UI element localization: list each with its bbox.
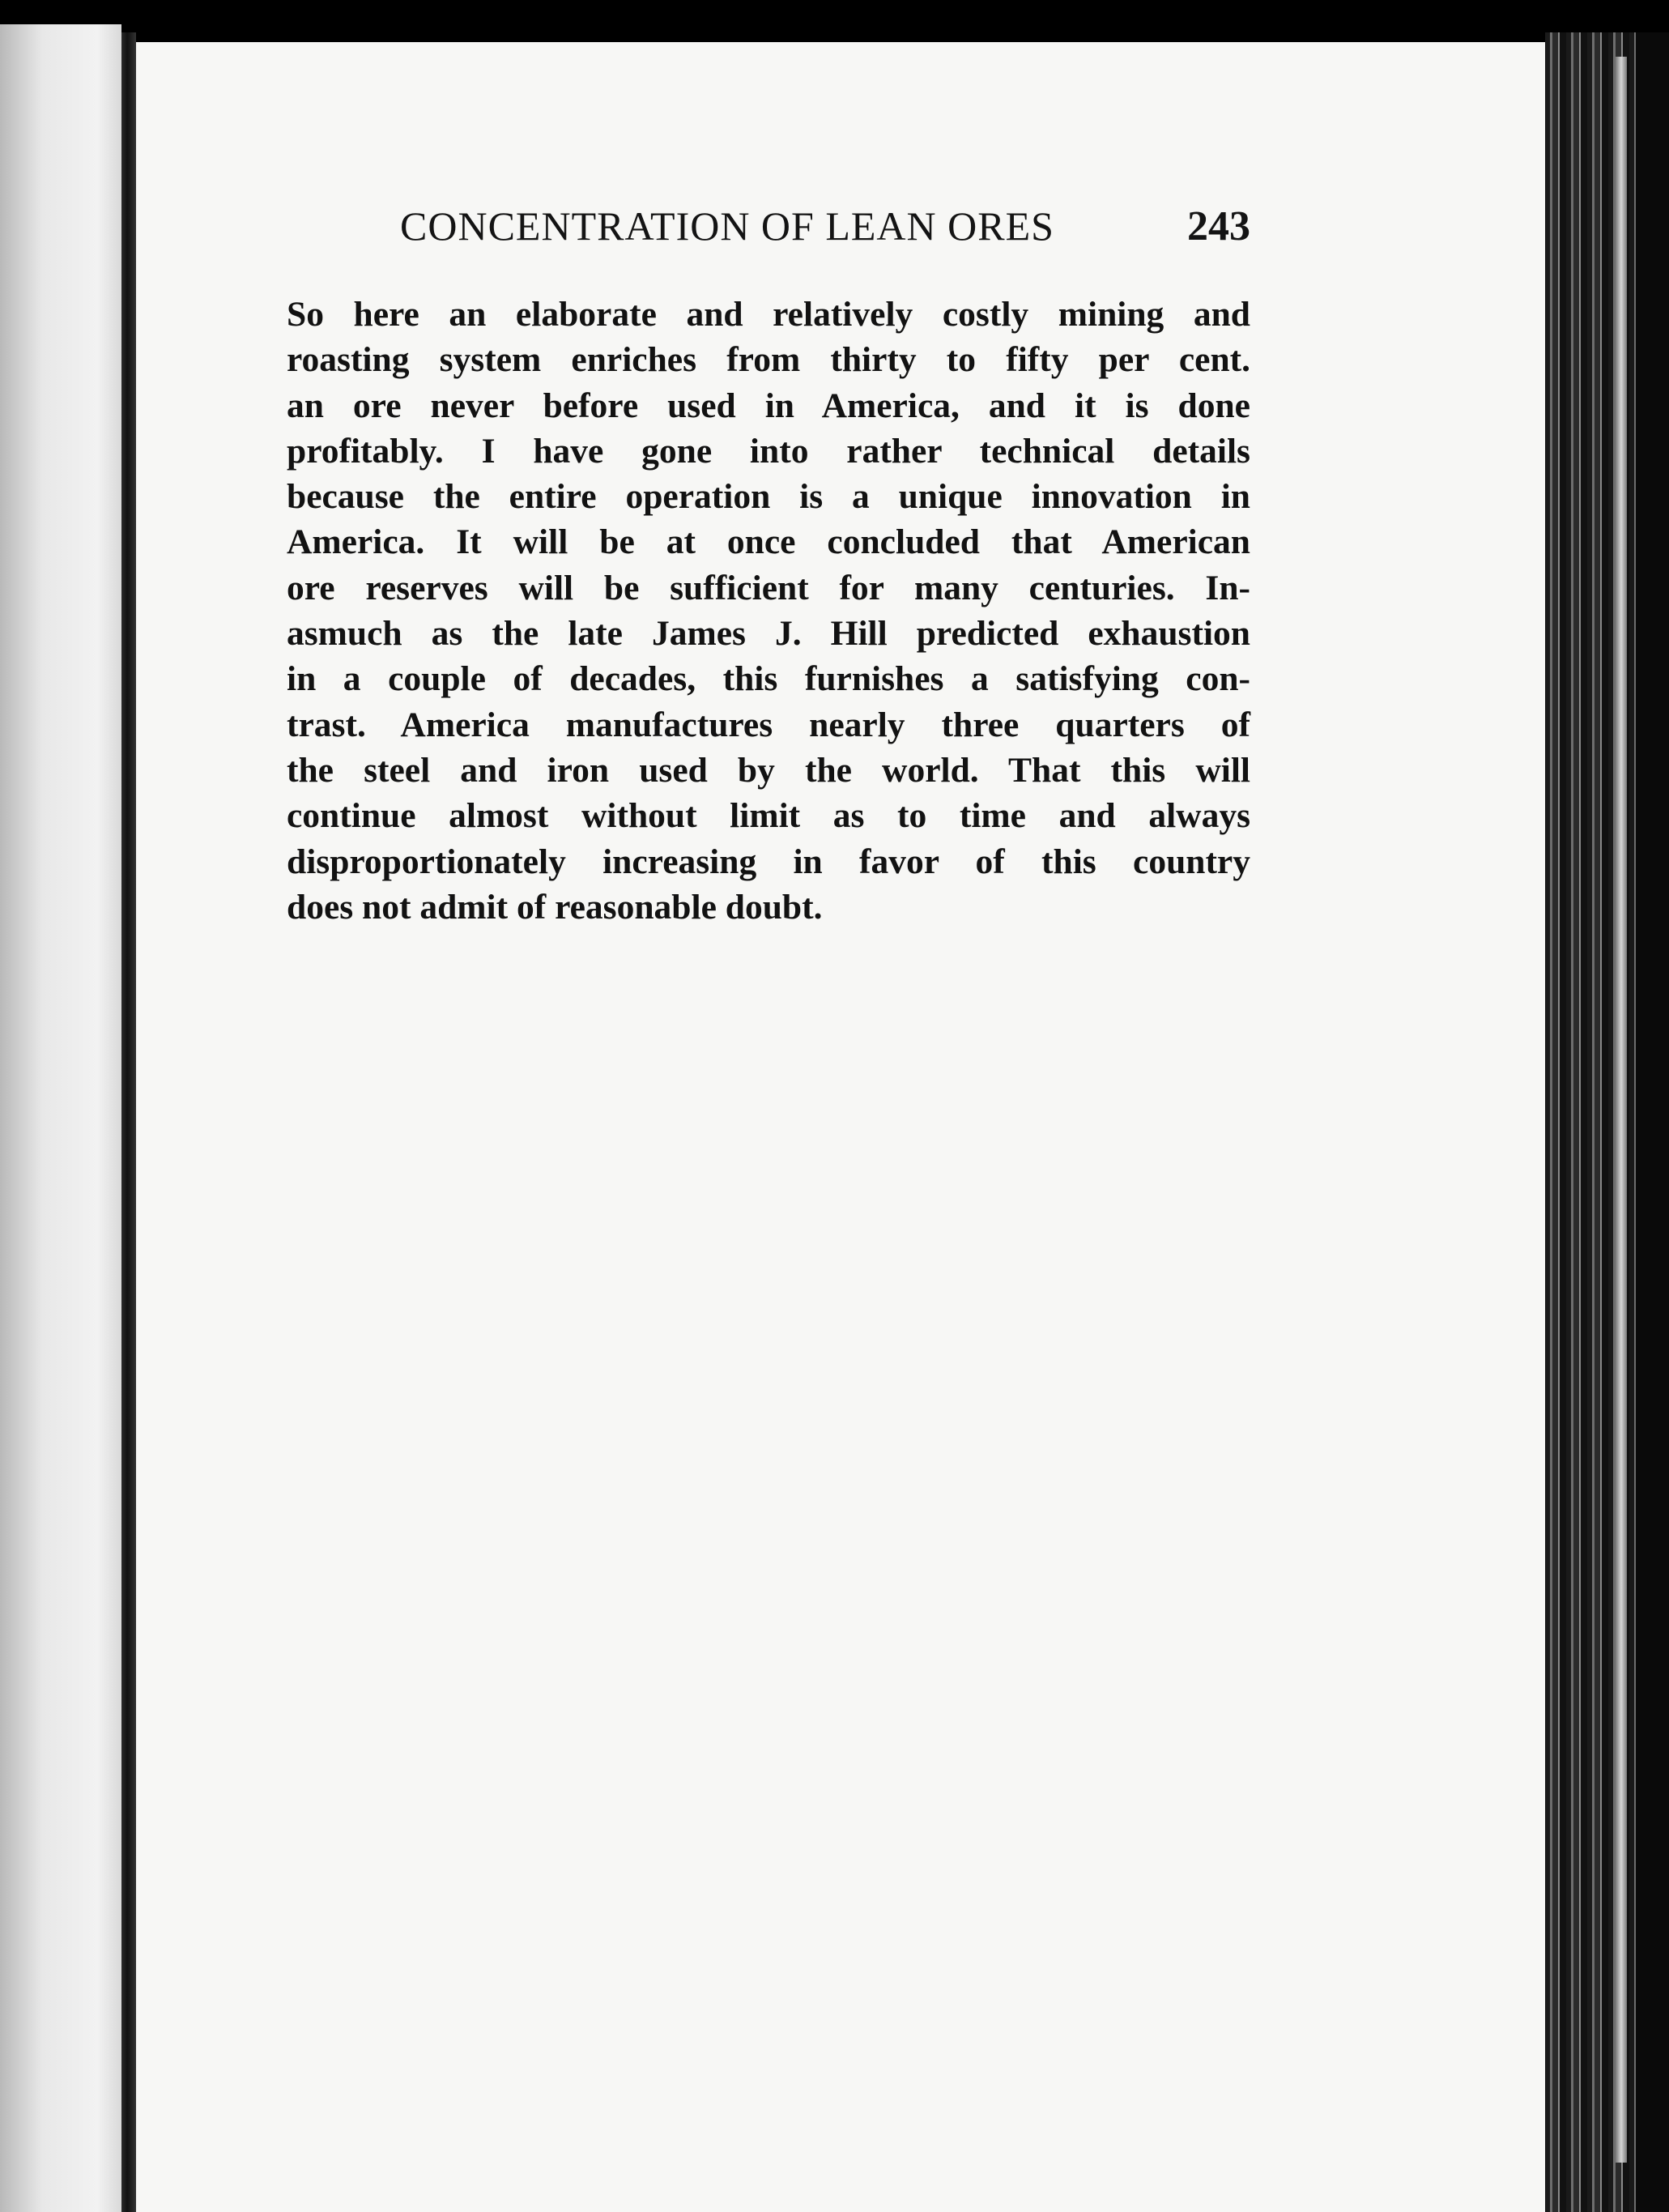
body-paragraph — [287, 292, 1250, 930]
text-line: because the entire operation is a unique innovation in — [287, 477, 1250, 517]
text-line: asmuch as the late James J. Hill predicted exhaustion — [287, 614, 1250, 654]
text-line: America. It will be at once concluded that American — [287, 522, 1250, 562]
book-gutter — [121, 32, 136, 2212]
text-line: So here an elaborate and relatively costly mining and — [287, 295, 1250, 334]
text-line: disproportionately increasing in favor of this country — [287, 842, 1250, 881]
running-head-title: CONCENTRATION OF LEAN ORES — [400, 203, 1054, 249]
text-line: an ore never before used in America, and it is done — [287, 386, 1250, 425]
page-edge-highlight — [1616, 57, 1627, 2163]
scan-border-top — [0, 0, 1669, 47]
text-line: trast. America manufactures nearly three quarters of — [287, 705, 1250, 744]
page-number: 243 — [1187, 203, 1250, 249]
facing-page-edge — [0, 24, 121, 2212]
text-line: does not admit of reasonable doubt. — [287, 887, 823, 927]
text-line: the steel and iron used by the world. That this will — [287, 750, 1250, 790]
text-line: in a couple of decades, this furnishes a satisfying con- — [287, 659, 1250, 699]
text-line: ore reserves will be sufficient for many centuries. In- — [287, 568, 1250, 607]
text-line: roasting system enriches from thirty to fifty per cent. — [287, 340, 1250, 380]
text-line: continue almost without limit as to time and always — [287, 796, 1250, 836]
running-head — [400, 202, 1250, 259]
text-line: profitably. I have gone into rather technical details — [287, 431, 1250, 471]
scan-border-right — [1636, 32, 1669, 2212]
